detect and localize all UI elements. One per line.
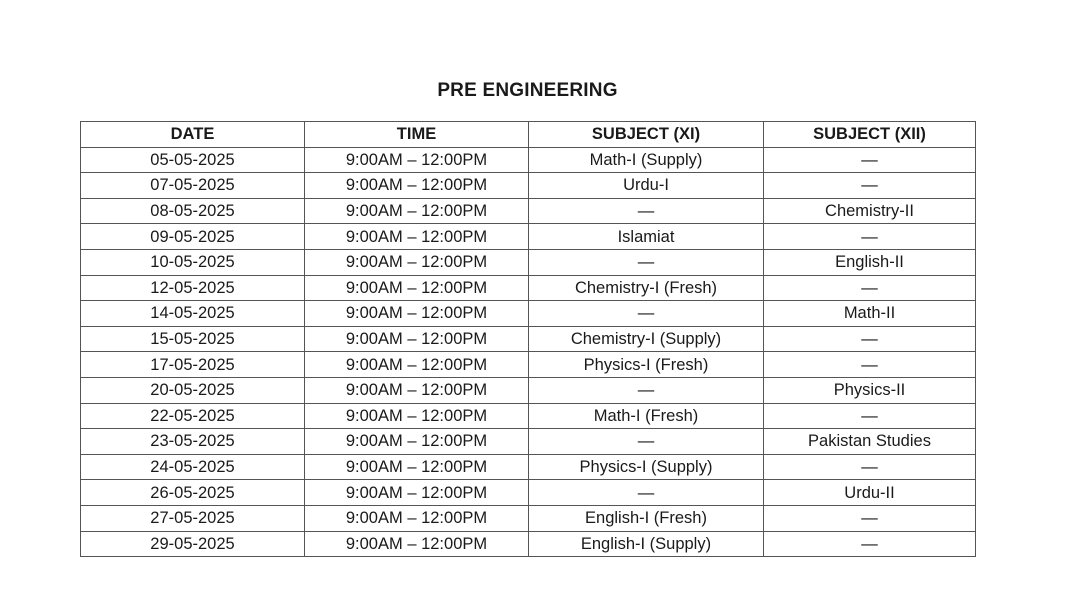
date-cell: 07-05-2025 — [81, 173, 305, 199]
date-cell: 17-05-2025 — [81, 352, 305, 378]
subject-xi-cell: Islamiat — [529, 224, 764, 250]
subject-xii-cell: Physics-II — [764, 377, 976, 403]
subject-xi-cell: Math-I (Fresh) — [529, 403, 764, 429]
time-cell: 9:00AM – 12:00PM — [305, 454, 529, 480]
time-cell: 9:00AM – 12:00PM — [305, 301, 529, 327]
table-row — [81, 377, 976, 403]
subject-xi-cell: English-I (Supply) — [529, 531, 764, 557]
time-cell: 9:00AM – 12:00PM — [305, 326, 529, 352]
table-row — [81, 429, 976, 455]
table-row — [81, 301, 976, 327]
time-cell: 9:00AM – 12:00PM — [305, 403, 529, 429]
date-cell: 12-05-2025 — [81, 275, 305, 301]
column-header-subject-xi: SUBJECT (XI) — [529, 122, 764, 148]
subject-xii-cell: Urdu-II — [764, 480, 976, 506]
table-row — [81, 505, 976, 531]
table-row — [81, 326, 976, 352]
subject-xii-cell: — — [764, 275, 976, 301]
subject-xii-cell: — — [764, 326, 976, 352]
time-cell: 9:00AM – 12:00PM — [305, 198, 529, 224]
subject-xii-cell: — — [764, 403, 976, 429]
table-row — [81, 531, 976, 557]
time-cell: 9:00AM – 12:00PM — [305, 147, 529, 173]
date-cell: 14-05-2025 — [81, 301, 305, 327]
subject-xii-cell: — — [764, 224, 976, 250]
date-cell: 08-05-2025 — [81, 198, 305, 224]
subject-xii-cell: Chemistry-II — [764, 198, 976, 224]
date-cell: 26-05-2025 — [81, 480, 305, 506]
date-cell: 15-05-2025 — [81, 326, 305, 352]
subject-xi-cell: — — [529, 377, 764, 403]
table-row — [81, 352, 976, 378]
subject-xi-cell: — — [529, 429, 764, 455]
time-cell: 9:00AM – 12:00PM — [305, 377, 529, 403]
table-row — [81, 275, 976, 301]
table-row — [81, 249, 976, 275]
table-header-row — [81, 122, 976, 148]
time-cell: 9:00AM – 12:00PM — [305, 352, 529, 378]
page-title: PRE ENGINEERING — [437, 80, 618, 101]
date-cell: 23-05-2025 — [81, 429, 305, 455]
subject-xi-cell: Physics-I (Fresh) — [529, 352, 764, 378]
subject-xi-cell: — — [529, 480, 764, 506]
subject-xi-cell: — — [529, 198, 764, 224]
table-row — [81, 454, 976, 480]
subject-xii-cell: — — [764, 352, 976, 378]
table-row — [81, 480, 976, 506]
table-row — [81, 403, 976, 429]
time-cell: 9:00AM – 12:00PM — [305, 249, 529, 275]
subject-xii-cell: — — [764, 454, 976, 480]
subject-xii-cell: Pakistan Studies — [764, 429, 976, 455]
date-cell: 29-05-2025 — [81, 531, 305, 557]
date-cell: 22-05-2025 — [81, 403, 305, 429]
date-cell: 24-05-2025 — [81, 454, 305, 480]
table-row — [81, 173, 976, 199]
subject-xii-cell: — — [764, 173, 976, 199]
subject-xii-cell: — — [764, 531, 976, 557]
exam-schedule-table — [80, 121, 976, 557]
subject-xi-cell: — — [529, 301, 764, 327]
subject-xii-cell: — — [764, 505, 976, 531]
subject-xi-cell: Chemistry-I (Fresh) — [529, 275, 764, 301]
subject-xi-cell: English-I (Fresh) — [529, 505, 764, 531]
subject-xi-cell: Math-I (Supply) — [529, 147, 764, 173]
subject-xii-cell: English-II — [764, 249, 976, 275]
date-cell: 10-05-2025 — [81, 249, 305, 275]
date-cell: 20-05-2025 — [81, 377, 305, 403]
time-cell: 9:00AM – 12:00PM — [305, 505, 529, 531]
time-cell: 9:00AM – 12:00PM — [305, 429, 529, 455]
subject-xii-cell: — — [764, 147, 976, 173]
subject-xi-cell: Chemistry-I (Supply) — [529, 326, 764, 352]
date-cell: 09-05-2025 — [81, 224, 305, 250]
column-header-subject-xii: SUBJECT (XII) — [764, 122, 976, 148]
time-cell: 9:00AM – 12:00PM — [305, 224, 529, 250]
column-header-time: TIME — [305, 122, 529, 148]
subject-xii-cell: Math-II — [764, 301, 976, 327]
time-cell: 9:00AM – 12:00PM — [305, 531, 529, 557]
date-cell: 27-05-2025 — [81, 505, 305, 531]
column-header-date: DATE — [81, 122, 305, 148]
table-row — [81, 224, 976, 250]
subject-xi-cell: — — [529, 249, 764, 275]
time-cell: 9:00AM – 12:00PM — [305, 480, 529, 506]
date-cell: 05-05-2025 — [81, 147, 305, 173]
subject-xi-cell: Urdu-I — [529, 173, 764, 199]
time-cell: 9:00AM – 12:00PM — [305, 275, 529, 301]
table-row — [81, 147, 976, 173]
subject-xi-cell: Physics-I (Supply) — [529, 454, 764, 480]
time-cell: 9:00AM – 12:00PM — [305, 173, 529, 199]
table-row — [81, 198, 976, 224]
